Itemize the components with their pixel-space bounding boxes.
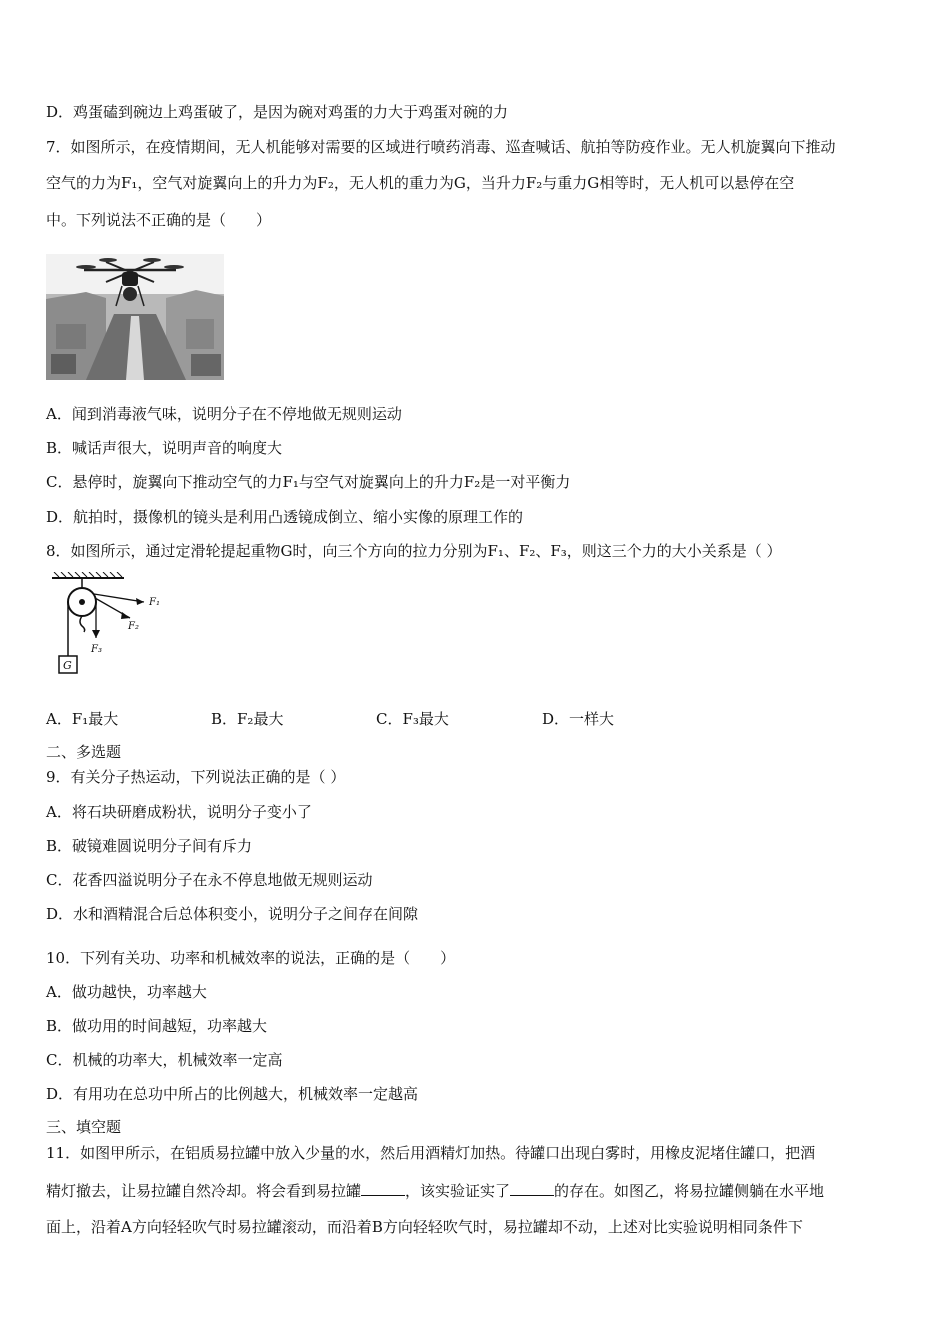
q11-line2 <box>46 1181 824 1201</box>
section-3-heading: 三、填空题 <box>46 1118 122 1136</box>
q9-option-d: D．水和酒精混合后总体积变小，说明分子之间存在间隙 <box>46 905 419 923</box>
q10-option-c: C．机械的功率大，机械效率一定高 <box>46 1051 283 1069</box>
weight-label: G <box>63 659 72 672</box>
q11-line3: 面上，沿着A方向轻轻吹气时易拉罐滚动，而沿着B方向轻轻吹气时，易拉罐却不动，上述对比实验说明相同条件下 <box>46 1218 803 1236</box>
q7-option-d: D．航拍时，摄像机的镜头是利用凸透镜成倒立、缩小实像的原理工作的 <box>46 508 524 526</box>
q9-option-a: A．将石块研磨成粉状，说明分子变小了 <box>46 803 312 821</box>
section-2-heading: 二、多选题 <box>46 743 122 761</box>
q10-option-d: D．有用功在总功中所占的比例越大，机械效率一定越高 <box>46 1085 419 1103</box>
q7-option-a: A．闻到消毒液气味，说明分子在不停地做无规则运动 <box>46 405 402 423</box>
q7-stem-line1: 7．如图所示，在疫情期间，无人机能够对需要的区域进行喷药消毒、巡查喊话、航拍等防疫作业。无人机旋翼向下推动 <box>46 138 836 156</box>
q9-option-b: B．破镜难圆说明分子间有斥力 <box>46 837 253 855</box>
q8-option-a: A．F₁最大 <box>46 710 119 728</box>
q11-line2-part2: ，该实验证实了 <box>405 1182 511 1200</box>
q11-line1: 11．如图甲所示，在铝质易拉罐中放入少量的水，然后用酒精灯加热。待罐口出现白雾时，用橡皮泥堵住罐口，把酒 <box>46 1144 816 1162</box>
q7-option-b: B．喊话声很大，说明声音的响度大 <box>46 439 283 457</box>
force-f3-label: F₃ <box>91 644 102 655</box>
pulley-diagram <box>46 572 176 678</box>
answer-blank-1[interactable] <box>361 1181 405 1196</box>
q8-option-d: D．一样大 <box>542 710 615 728</box>
q7-option-c: C．悬停时，旋翼向下推动空气的力F₁与空气对旋翼向上的升力F₂是一对平衡力 <box>46 473 571 491</box>
drone-photo <box>46 254 224 380</box>
q8-stem: 8．如图所示，通过定滑轮提起重物G时，向三个方向的拉力分别为F₁、F₂、F₃，则这三个力的大小关系是（ ） <box>46 542 782 560</box>
q11-line2-part1: 精灯撤去，让易拉罐自然冷却。将会看到易拉罐 <box>46 1182 362 1200</box>
q6-option-d: D．鸡蛋磕到碗边上鸡蛋破了，是因为碗对鸡蛋的力大于鸡蛋对碗的力 <box>46 103 509 121</box>
q10-stem: 10．下列有关功、功率和机械效率的说法，正确的是（ ） <box>46 949 456 967</box>
q7-stem-line2: 空气的力为F₁，空气对旋翼向上的升力为F₂，无人机的重力为G，当升力F₂与重力G相等时，无人机可以悬停在空 <box>46 174 795 192</box>
answer-blank-2[interactable] <box>510 1181 554 1196</box>
q10-option-a: A．做功越快，功率越大 <box>46 983 207 1001</box>
q8-option-c: C．F₃最大 <box>376 710 449 728</box>
q7-stem-line3: 中。下列说法不正确的是（ ） <box>46 211 272 229</box>
q9-option-c: C．花香四溢说明分子在永不停息地做无规则运动 <box>46 871 373 889</box>
q8-option-b: B．F₂最大 <box>211 710 284 728</box>
q10-option-b: B．做功用的时间越短，功率越大 <box>46 1017 268 1035</box>
q11-line2-part3: 的存在。如图乙，将易拉罐侧躺在水平地 <box>554 1182 825 1200</box>
force-f2-label: F₂ <box>128 621 139 632</box>
q9-stem: 9．有关分子热运动，下列说法正确的是（ ） <box>46 768 346 786</box>
force-f1-label: F₁ <box>149 597 160 608</box>
